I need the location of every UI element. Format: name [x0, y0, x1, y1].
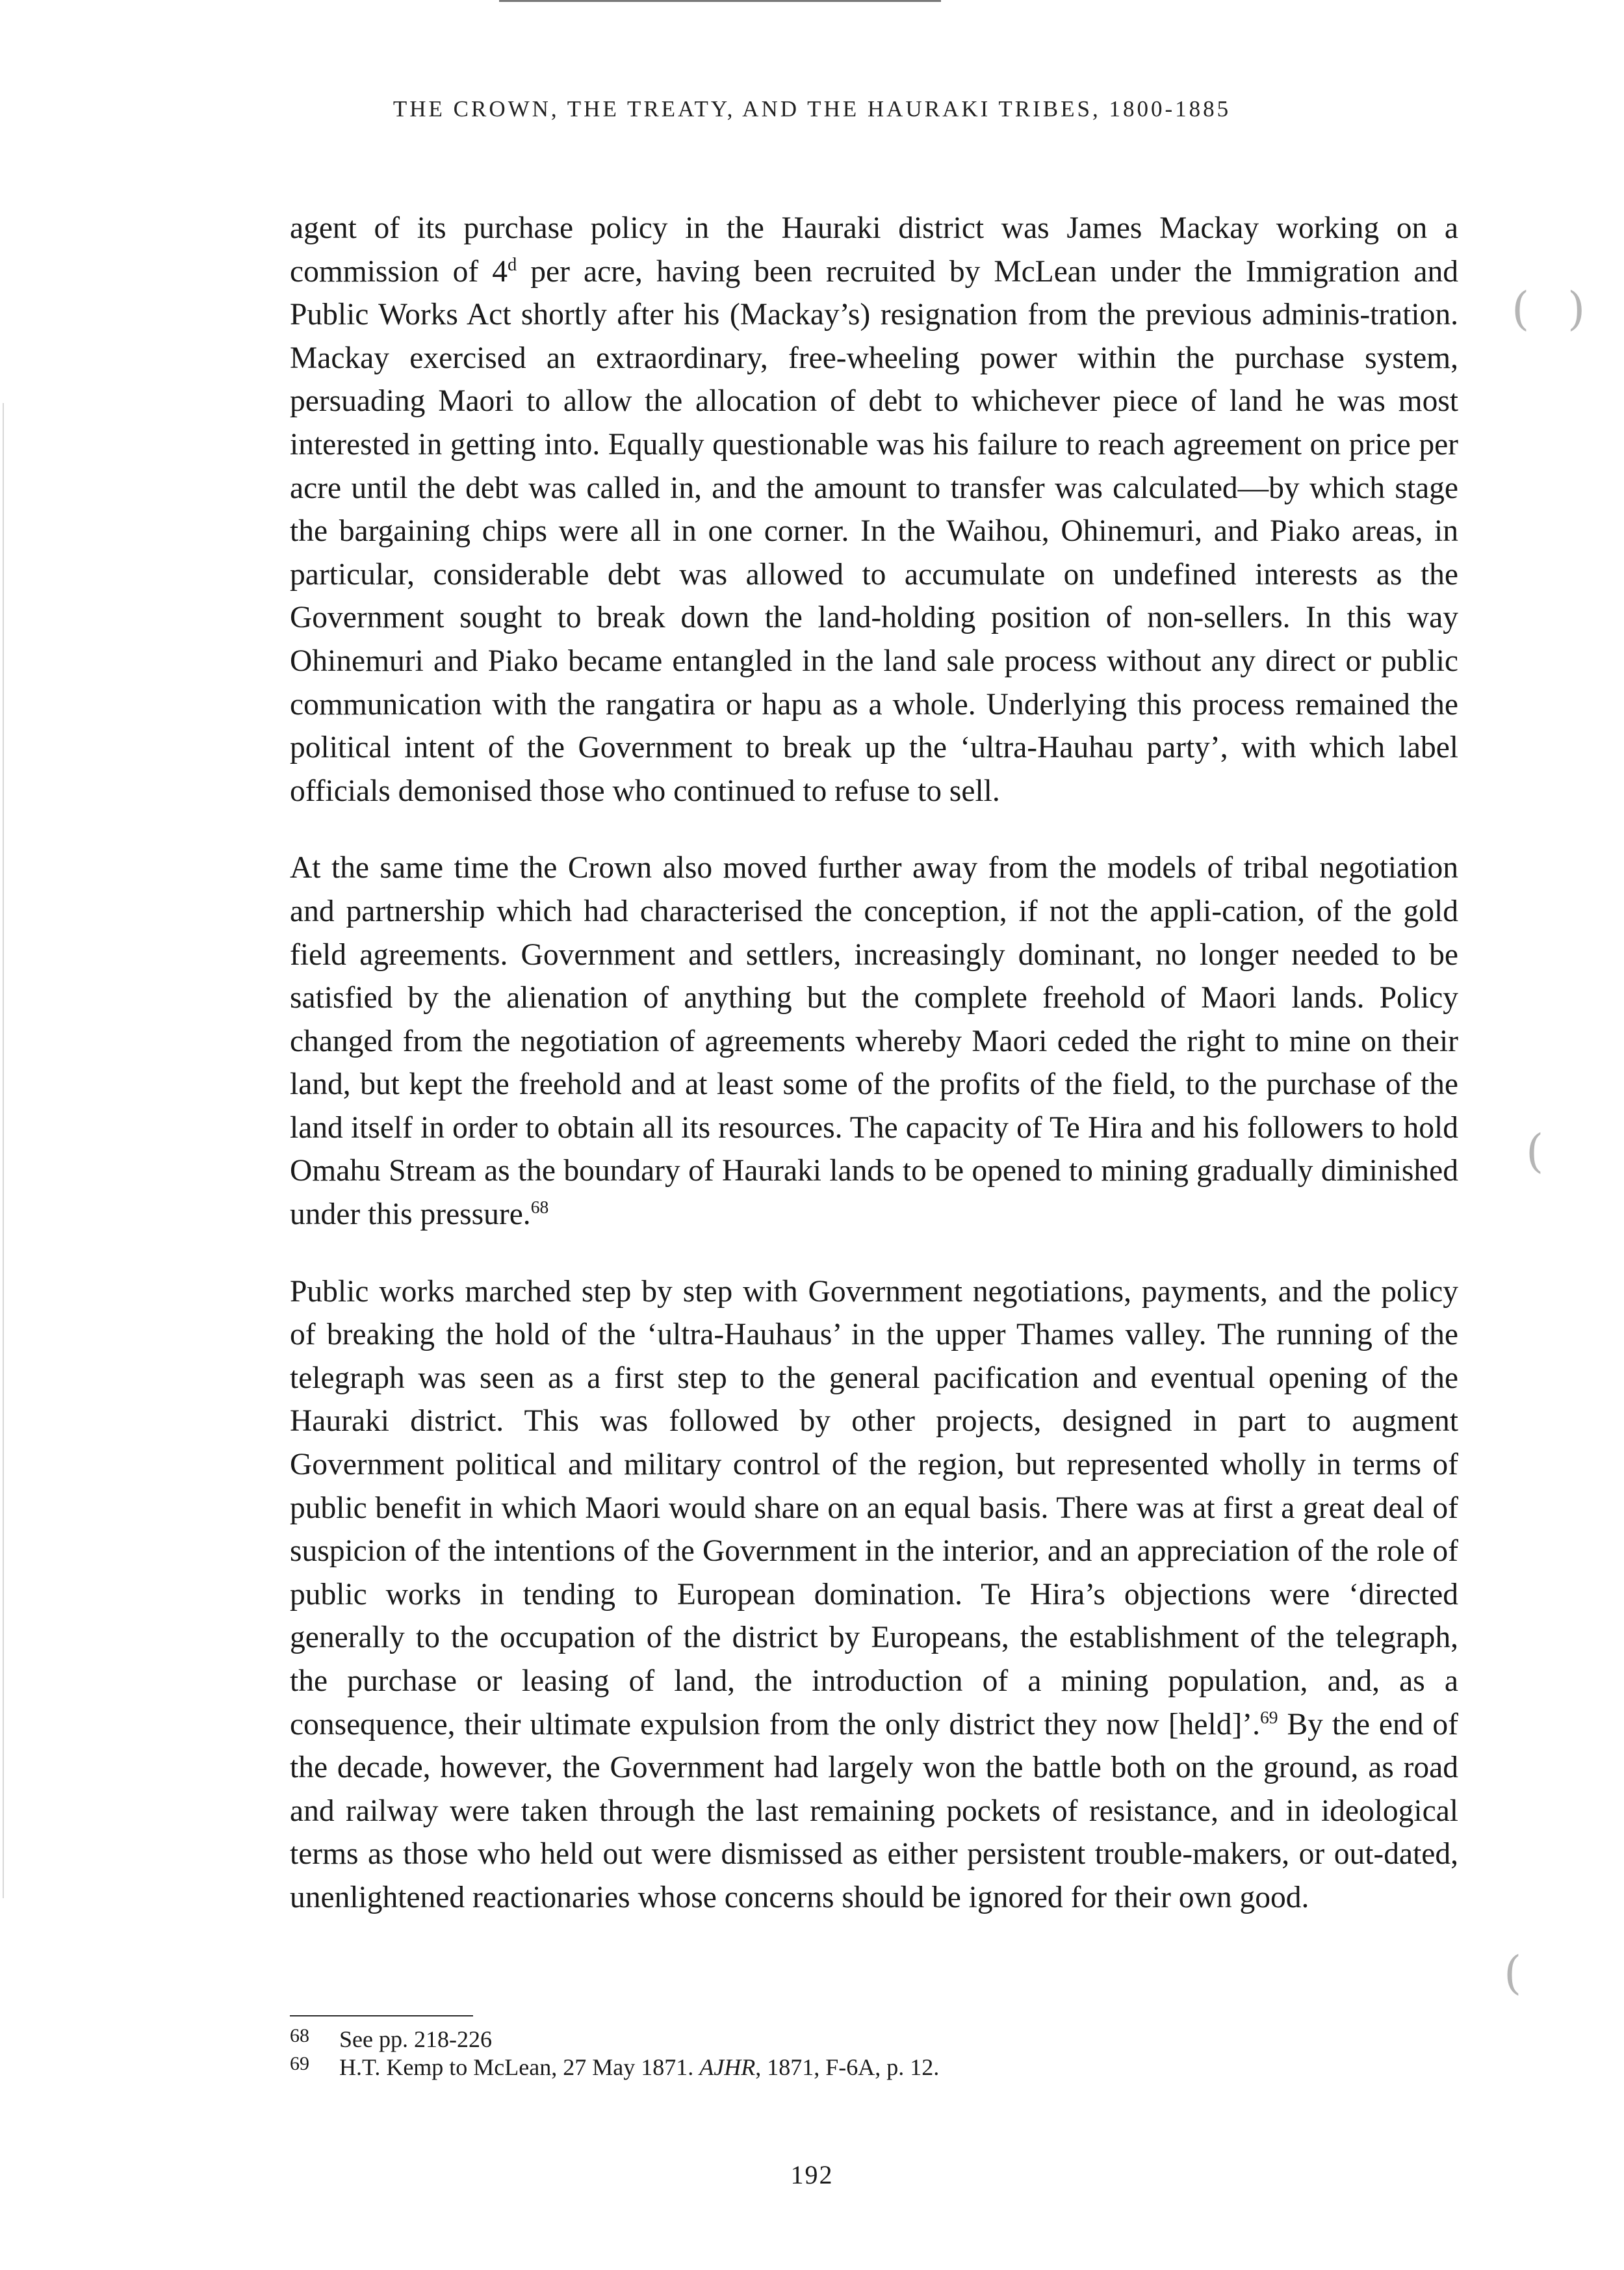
- running-head: THE CROWN, THE TREATY, AND THE HAURAKI TRIBES, 1800-1885: [393, 96, 1231, 122]
- paragraph-text: At the same time the Crown also moved further away from the models of tribal negotiation and partnership which had characterised the conception, if not the appli-cation, of the gold field agreements. Government and settlers, increasingly dominant, no longer needed to be satisfied by the alienation of anything but the complete freehold of Maori lands. Policy changed from the negotiation of agreements whereby Maori ceded the right to mine on their land, but kept the freehold and at least some of the profits of the field, to the purchase of the land itself in order to obtain all its resources. The capacity of Te Hira and his followers to hold Omahu Stream as the boundary of Hauraki lands to be opened to mining gradually diminished under this pressure.: [290, 851, 1458, 1232]
- paragraph-text: Public works marched step by step with Government negotiations, payments, and the policy of breaking the hold of the ‘ultra-Hauhaus’ in the upper Thames valley. The running of the telegraph was seen as a first step to the general pacification and eventual opening of the Hauraki district. This was followed by other projects, designed in part to augment Government political and military control of the region, but represented wholly in terms of public benefit in which Maori would share on an equal basis. There was at first a great deal of suspicion of the intentions of the Government in the interior, and an appreciation of the role of public works in tending to European domination. Te Hira’s objections were ‘directed generally to the occupation of the district by Europeans, the establishment of the telegraph, the purchase or leasing of land, the introduction of a mining population, and, as a consequence, their ultimate expulsion from the only district they now [held]’.: [290, 1274, 1458, 1742]
- footnote-text: H.T. Kemp to McLean, 27 May 1871.: [339, 2054, 700, 2080]
- footnote: [290, 2026, 1458, 2054]
- footnote-reference[interactable]: 69: [1259, 1706, 1278, 1727]
- margin-bracket-mark: (: [1526, 1125, 1544, 1178]
- footnote-reference[interactable]: 68: [530, 1197, 549, 1218]
- margin-bracket-mark: (: [1504, 1946, 1522, 2000]
- scan-left-edge: [3, 403, 4, 1898]
- footnote: [290, 2054, 1458, 2081]
- scan-top-rule: [499, 0, 941, 2]
- superscript-d: d: [508, 254, 517, 275]
- footnotes: [290, 2026, 1458, 2081]
- paragraph-text: agent of its purchase policy in the Hauraki district was James Mackay working on a commission of 4: [290, 211, 1458, 289]
- footnote-text: , 1871, F-6A, p. 12.: [755, 2054, 940, 2080]
- paragraph-text: per acre, having been recruited by McLean under the Immigration and Public Works Act shortly after his (Mackay’s) resignation from the previous adminis-tration. Mackay exercised an extraordinary, free-wheeling power within the purchase system, persuading Maori to allow the allocation of debt to whichever piece of land he was most interested in getting into. Equally questionable was his failure to reach agreement on price per acre until the debt was called in, and the amount to transfer was calculated—by which stage the bargaining chips were all in one corner. In the Waihou, Ohinemuri, and Piako areas, in particular, considerable debt was allowed to accumulate on undefined interests as the Government sought to break down the land-holding position of non-sellers. In this way Ohinemuri and Piako became entangled in the land sale process without any direct or public communication with the rangatira or hapu as a whole. Underlying this process remained the political intent of the Government to break up the ‘ultra-Hauhau party’, with which label officials demonised those who continued to refuse to sell.: [290, 254, 1458, 808]
- footnote-text: See pp. 218-226: [339, 2026, 492, 2052]
- body-text: [290, 207, 1458, 1953]
- footnote-divider: [290, 2015, 473, 2016]
- paragraph: [290, 207, 1458, 813]
- paragraph: [290, 846, 1458, 1236]
- paragraph: [290, 1270, 1458, 1920]
- page-number: 192: [790, 2160, 834, 2189]
- margin-bracket-mark: (: [1512, 282, 1530, 335]
- journal-title: AJHR: [699, 2054, 756, 2080]
- paragraph-text: By the end of the decade, however, the Government had largely won the battle both on the ground, as road and railway were taken through the last remaining pockets of resistance, and in ideological terms as those who held out were dismissed as either persistent trouble-makers, or out-dated, unenlightened reactionaries whose concerns should be ignored for their own good.: [290, 1707, 1458, 1914]
- footnote-number: 68: [290, 2025, 309, 2046]
- margin-bracket-mark: ): [1567, 282, 1586, 335]
- footnote-number: 69: [290, 2053, 309, 2074]
